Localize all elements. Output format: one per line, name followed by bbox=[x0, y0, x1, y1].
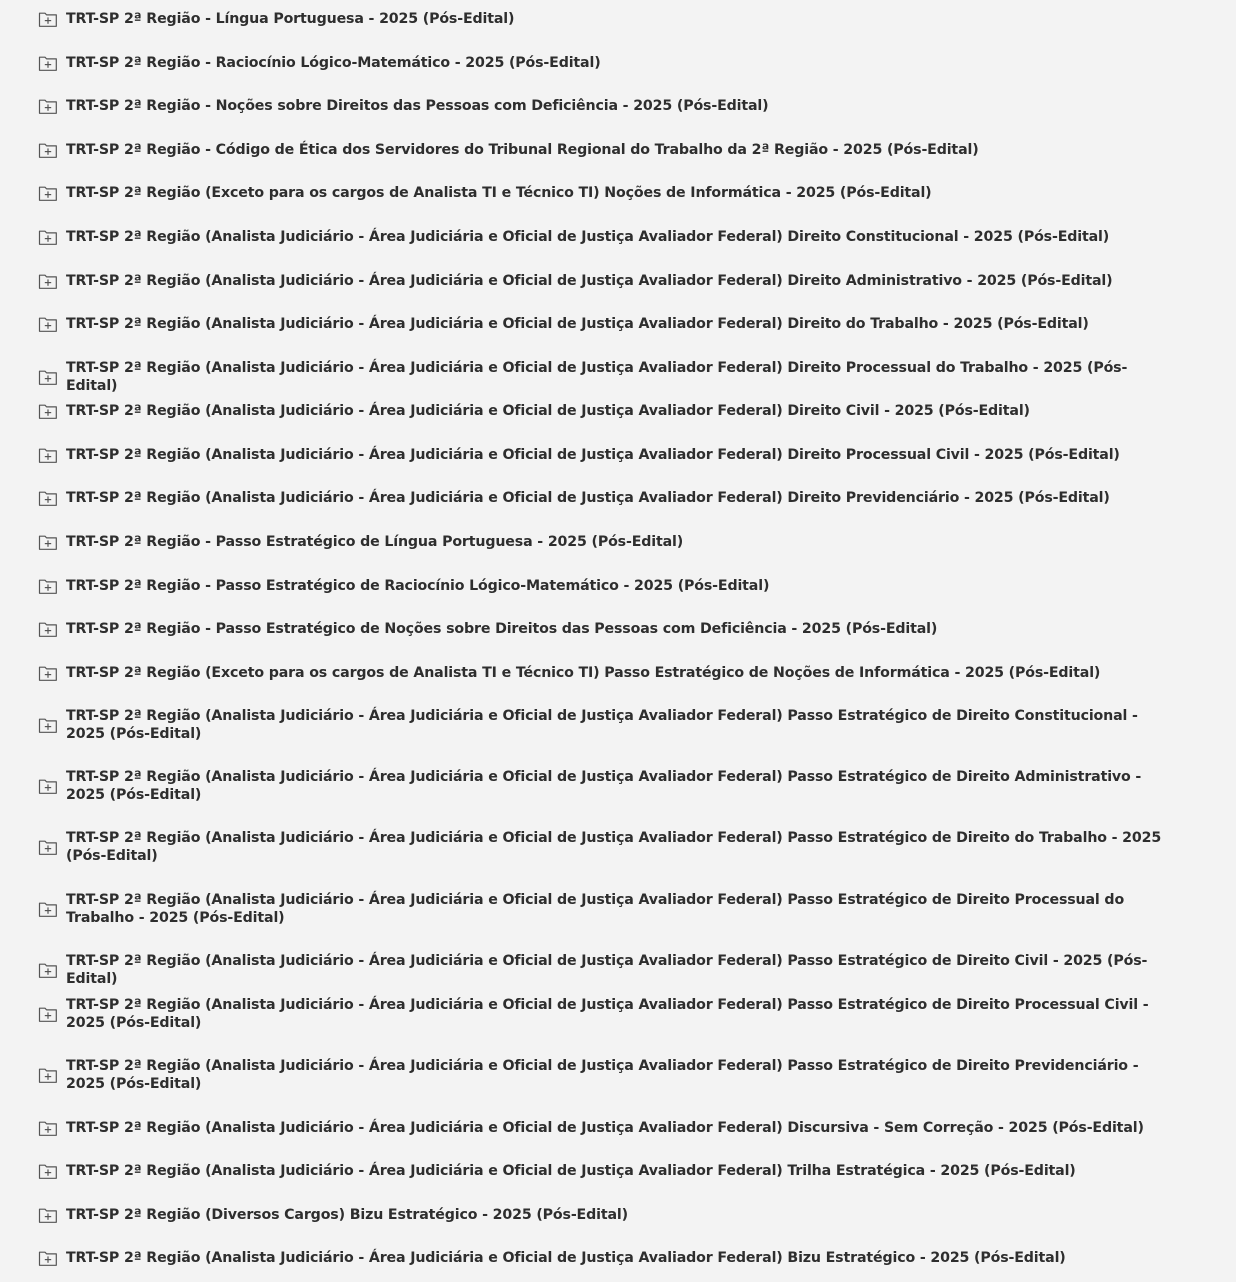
folder-label[interactable]: TRT-SP 2ª Região (Exceto para os cargos de Analista TI e Técnico TI) Noções de Informática - 2025 (Pós-Edital) bbox=[66, 185, 932, 201]
folder-label[interactable]: TRT-SP 2ª Região (Analista Judiciário - Área Judiciária e Oficial de Justiça Avaliador Federal) Bizu Estratégico - 2025 (Pós-Edital) bbox=[66, 1250, 1066, 1266]
folder-label[interactable]: TRT-SP 2ª Região - Noções sobre Direitos das Pessoas com Deficiência - 2025 (Pós-Edital) bbox=[66, 98, 769, 114]
folder-plus-icon bbox=[38, 315, 58, 333]
folder-plus-icon bbox=[38, 577, 58, 595]
folder-label[interactable]: TRT-SP 2ª Região (Analista Judiciário - Área Judiciária e Oficial de Justiça Avaliador Federal) Direito Constitucional - 2025 (Pós-Edital) bbox=[66, 229, 1110, 245]
folder-item[interactable] bbox=[38, 1249, 1168, 1267]
folder-label[interactable]: TRT-SP 2ª Região (Analista Judiciário - Área Judiciária e Oficial de Justiça Avaliador Federal) Direito Processual Civil - 2025 (Pós-Edital) bbox=[66, 447, 1120, 463]
folder-label[interactable]: TRT-SP 2ª Região (Analista Judiciário - Área Judiciária e Oficial de Justiça Avaliador Federal) Passo Estratégico de Direito do Trabalho - 2025 (Pós-Edital) bbox=[66, 830, 1162, 864]
folder-plus-icon bbox=[38, 533, 58, 551]
folder-plus-icon bbox=[38, 97, 58, 115]
folder-label[interactable]: TRT-SP 2ª Região (Analista Judiciário - Área Judiciária e Oficial de Justiça Avaliador Federal) Direito Civil - 2025 (Pós-Edital) bbox=[66, 403, 1030, 419]
folder-item[interactable] bbox=[38, 489, 1168, 507]
folder-label[interactable]: TRT-SP 2ª Região (Analista Judiciário - Área Judiciária e Oficial de Justiça Avaliador Federal) Passo Estratégico de Direito Processual do Trabalho - 2025 (Pós-Edital) bbox=[66, 892, 1125, 926]
folder-plus-icon bbox=[38, 1119, 58, 1137]
folder-item[interactable] bbox=[38, 829, 1168, 865]
folder-item[interactable] bbox=[38, 10, 1168, 28]
folder-plus-icon bbox=[38, 489, 58, 507]
folder-item[interactable] bbox=[38, 952, 1168, 988]
folder-label[interactable]: TRT-SP 2ª Região (Analista Judiciário - Área Judiciária e Oficial de Justiça Avaliador Federal) Passo Estratégico de Direito Processual Civil - 2025 (Pós-Edital) bbox=[66, 997, 1149, 1031]
folder-label[interactable]: TRT-SP 2ª Região - Passo Estratégico de Noções sobre Direitos das Pessoas com Deficiência - 2025 (Pós-Edital) bbox=[66, 621, 938, 637]
folder-item[interactable] bbox=[38, 1057, 1168, 1093]
folder-plus-icon bbox=[38, 961, 58, 979]
folder-item[interactable] bbox=[38, 577, 1168, 595]
folder-plus-icon bbox=[38, 900, 58, 918]
folder-item[interactable] bbox=[38, 141, 1168, 159]
folder-label[interactable]: TRT-SP 2ª Região - Código de Ética dos Servidores do Tribunal Regional do Trabalho da 2ª Região - 2025 (Pós-Edital) bbox=[66, 142, 979, 158]
folder-label[interactable]: TRT-SP 2ª Região - Língua Portuguesa - 2025 (Pós-Edital) bbox=[66, 11, 515, 27]
folder-label[interactable]: TRT-SP 2ª Região - Passo Estratégico de Língua Portuguesa - 2025 (Pós-Edital) bbox=[66, 534, 684, 550]
folder-plus-icon bbox=[38, 664, 58, 682]
folder-plus-icon bbox=[38, 272, 58, 290]
folder-plus-icon bbox=[38, 228, 58, 246]
folder-plus-icon bbox=[38, 838, 58, 856]
folder-plus-icon bbox=[38, 446, 58, 464]
folder-item[interactable] bbox=[38, 272, 1168, 290]
folder-item[interactable] bbox=[38, 97, 1168, 115]
folder-label[interactable]: TRT-SP 2ª Região (Analista Judiciário - Área Judiciária e Oficial de Justiça Avaliador Federal) Direito Previdenciário - 2025 (Pós-Edital) bbox=[66, 490, 1110, 506]
folder-item[interactable] bbox=[38, 620, 1168, 638]
folder-plus-icon bbox=[38, 1005, 58, 1023]
folder-plus-icon bbox=[38, 368, 58, 386]
folder-label[interactable]: TRT-SP 2ª Região (Analista Judiciário - Área Judiciária e Oficial de Justiça Avaliador Federal) Direito Administrativo - 2025 (Pós-Edital) bbox=[66, 273, 1113, 289]
folder-label[interactable]: TRT-SP 2ª Região (Analista Judiciário - Área Judiciária e Oficial de Justiça Avaliador Federal) Discursiva - Sem Correção - 2025 (Pós-Edital) bbox=[66, 1120, 1144, 1136]
folder-item[interactable] bbox=[38, 768, 1168, 804]
folder-item[interactable] bbox=[38, 359, 1168, 395]
folder-item[interactable] bbox=[38, 707, 1168, 743]
folder-plus-icon bbox=[38, 184, 58, 202]
folder-plus-icon bbox=[38, 716, 58, 734]
folder-plus-icon bbox=[38, 10, 58, 28]
folder-plus-icon bbox=[38, 1162, 58, 1180]
folder-label[interactable]: TRT-SP 2ª Região (Analista Judiciário - Área Judiciária e Oficial de Justiça Avaliador Federal) Trilha Estratégica - 2025 (Pós-Edital) bbox=[66, 1163, 1076, 1179]
folder-plus-icon bbox=[38, 1206, 58, 1224]
folder-item[interactable] bbox=[38, 228, 1168, 246]
folder-label[interactable]: TRT-SP 2ª Região - Passo Estratégico de Raciocínio Lógico-Matemático - 2025 (Pós-Edital) bbox=[66, 578, 770, 594]
folder-item[interactable] bbox=[38, 996, 1168, 1032]
folder-item[interactable] bbox=[38, 446, 1168, 464]
folder-plus-icon bbox=[38, 1249, 58, 1267]
folder-item[interactable] bbox=[38, 533, 1168, 551]
folder-item[interactable] bbox=[38, 1162, 1168, 1180]
folder-item[interactable] bbox=[38, 664, 1168, 682]
folder-item[interactable] bbox=[38, 1119, 1168, 1137]
folder-item[interactable] bbox=[38, 1206, 1168, 1224]
folder-label[interactable]: TRT-SP 2ª Região (Analista Judiciário - Área Judiciária e Oficial de Justiça Avaliador Federal) Passo Estratégico de Direito Previdenciário - 2025 (Pós-Edital) bbox=[66, 1058, 1139, 1092]
folder-label[interactable]: TRT-SP 2ª Região (Analista Judiciário - Área Judiciária e Oficial de Justiça Avaliador Federal) Direito Processual do Trabalho - 2025 (Pós-Edital) bbox=[66, 360, 1128, 394]
folder-plus-icon bbox=[38, 1066, 58, 1084]
folder-plus-icon bbox=[38, 54, 58, 72]
folder-item[interactable] bbox=[38, 315, 1168, 333]
folder-plus-icon bbox=[38, 402, 58, 420]
folder-item[interactable] bbox=[38, 184, 1168, 202]
folder-label[interactable]: TRT-SP 2ª Região (Analista Judiciário - Área Judiciária e Oficial de Justiça Avaliador Federal) Passo Estratégico de Direito Constitucional - 2025 (Pós-Edital) bbox=[66, 708, 1138, 742]
folder-label[interactable]: TRT-SP 2ª Região - Raciocínio Lógico-Matemático - 2025 (Pós-Edital) bbox=[66, 55, 601, 71]
folder-plus-icon bbox=[38, 620, 58, 638]
folder-item[interactable] bbox=[38, 54, 1168, 72]
folder-plus-icon bbox=[38, 141, 58, 159]
folder-label[interactable]: TRT-SP 2ª Região (Analista Judiciário - Área Judiciária e Oficial de Justiça Avaliador Federal) Passo Estratégico de Direito Administrativo - 2025 (Pós-Edital) bbox=[66, 769, 1142, 803]
folder-label[interactable]: TRT-SP 2ª Região (Analista Judiciário - Área Judiciária e Oficial de Justiça Avaliador Federal) Passo Estratégico de Direito Civil - 2025 (Pós-Edital) bbox=[66, 953, 1148, 987]
folder-item[interactable] bbox=[38, 402, 1168, 420]
folder-label[interactable]: TRT-SP 2ª Região (Diversos Cargos) Bizu Estratégico - 2025 (Pós-Edital) bbox=[66, 1207, 628, 1223]
folder-item[interactable] bbox=[38, 891, 1168, 927]
folder-label[interactable]: TRT-SP 2ª Região (Exceto para os cargos de Analista TI e Técnico TI) Passo Estratégico de Noções de Informática - 2025 (Pós-Edital) bbox=[66, 665, 1101, 681]
folder-plus-icon bbox=[38, 777, 58, 795]
folder-label[interactable]: TRT-SP 2ª Região (Analista Judiciário - Área Judiciária e Oficial de Justiça Avaliador Federal) Direito do Trabalho - 2025 (Pós-Edital) bbox=[66, 316, 1089, 332]
